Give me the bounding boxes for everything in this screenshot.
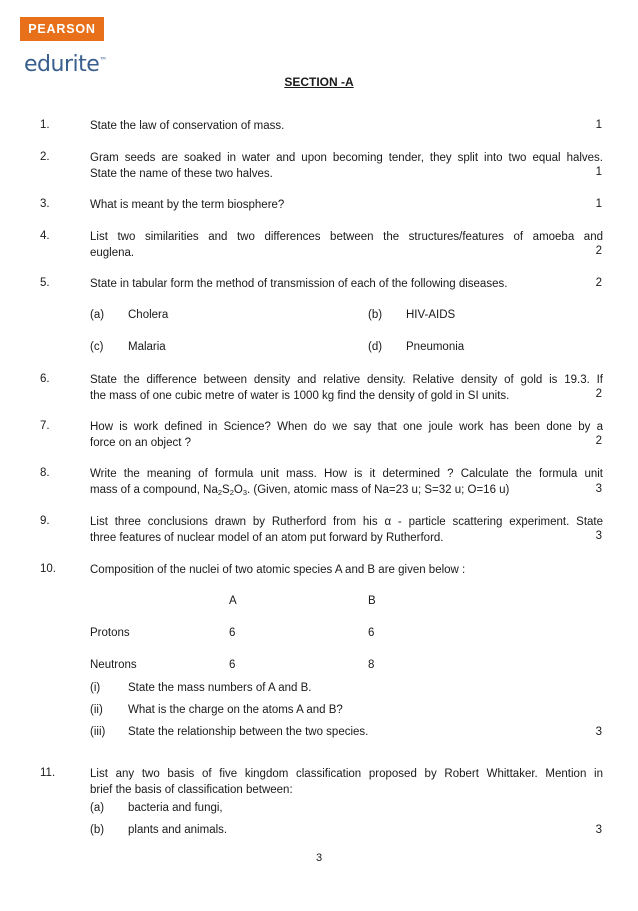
part-label: (a) xyxy=(90,802,105,814)
option-label: (b) xyxy=(368,309,383,321)
question-number: 3. xyxy=(40,198,50,210)
part-text: State the relationship between the two species. xyxy=(128,726,369,738)
table-header: B xyxy=(368,595,376,607)
question-text: List two similarities and two differences between the structures/features of amoeba and euglena. xyxy=(90,231,603,259)
question-marks: 3 xyxy=(595,530,602,542)
question-text: State the difference between density and relative density. Relative density of gold is 19.3. If the mass of one cubic metre of water is 1000 kg find the density of gold in SI units. xyxy=(90,374,603,402)
question-text: State the law of conservation of mass. xyxy=(90,120,285,132)
question-number: 2. xyxy=(40,151,50,163)
question-marks: 2 xyxy=(595,245,602,257)
question-text: Write the meaning of formula unit mass. How is it determined ? Calculate the formula unit mass of a compound, $Na_2S_2O_3$. (Given, atomic mass of Na=23 u; S=32 u; O=16 u) xyxy=(90,468,603,497)
option-label: (a) xyxy=(90,309,105,321)
question-text: Gram seeds are soaked in water and upon becoming tender, they split into two equal halves. State the name of these two halves. xyxy=(90,152,603,180)
table-cell: 6 xyxy=(368,627,375,639)
question-marks: 3 xyxy=(595,726,602,738)
table-header: A xyxy=(229,595,237,607)
part-label: (b) xyxy=(90,824,105,836)
question-number: 10. xyxy=(40,563,56,575)
part-text: plants and animals. xyxy=(128,824,228,836)
question-marks: 3 xyxy=(595,824,602,836)
table-cell: 6 xyxy=(229,659,236,671)
question-text: State in tabular form the method of transmission of each of the following diseases. xyxy=(90,278,508,290)
option-text: Pneumonia xyxy=(406,341,465,353)
section-title: SECTION -A xyxy=(284,75,354,89)
part-text: bacteria and fungi, xyxy=(128,802,223,814)
question-marks: 2 xyxy=(595,435,602,447)
part-text: What is the charge on the atoms A and B? xyxy=(128,704,343,716)
table-row-label: Protons xyxy=(90,627,130,639)
pearson-logo: PEARSON xyxy=(20,17,104,41)
question-marks: 3 xyxy=(595,483,602,495)
question-number: 6. xyxy=(40,373,50,385)
part-label: (i) xyxy=(90,682,101,694)
question-number: 5. xyxy=(40,277,50,289)
question-text: List any two basis of five kingdom classification proposed by Robert Whittaker. Mention in brief the basis of classification between: xyxy=(90,768,603,796)
part-text: State the mass numbers of A and B. xyxy=(128,682,312,694)
edurite-logo: edurite™ xyxy=(24,52,107,77)
question-marks: 2 xyxy=(595,277,602,289)
option-label: (c) xyxy=(90,341,104,353)
option-text: HIV-AIDS xyxy=(406,309,456,321)
question-number: 11. xyxy=(40,767,56,779)
question-number: 8. xyxy=(40,467,50,479)
question-marks: 1 xyxy=(595,119,602,131)
question-marks: 1 xyxy=(595,166,602,178)
question-text: List three conclusions drawn by Rutherford from his α - particle scattering experiment. State three features of nuclear model of an atom put forward by Rutherford. xyxy=(90,516,603,544)
question-text: What is meant by the term biosphere? xyxy=(90,199,285,211)
table-cell: 6 xyxy=(229,627,236,639)
option-text: Malaria xyxy=(128,341,166,353)
question-number: 9. xyxy=(40,515,50,527)
question-number: 7. xyxy=(40,420,50,432)
question-number: 4. xyxy=(40,230,50,242)
question-number: 1. xyxy=(40,119,50,131)
part-label: (ii) xyxy=(90,704,103,716)
table-cell: 8 xyxy=(368,659,375,671)
question-marks: 2 xyxy=(595,388,602,400)
option-label: (d) xyxy=(368,341,383,353)
question-text: Composition of the nuclei of two atomic species A and B are given below : xyxy=(90,564,466,576)
page-number: 3 xyxy=(315,852,323,864)
part-label: (iii) xyxy=(90,726,106,738)
question-marks: 1 xyxy=(595,198,602,210)
option-text: Cholera xyxy=(128,309,169,321)
table-row-label: Neutrons xyxy=(90,659,137,671)
question-text: How is work defined in Science? When do we say that one joule work has been done by a force on an object ? xyxy=(90,421,603,449)
